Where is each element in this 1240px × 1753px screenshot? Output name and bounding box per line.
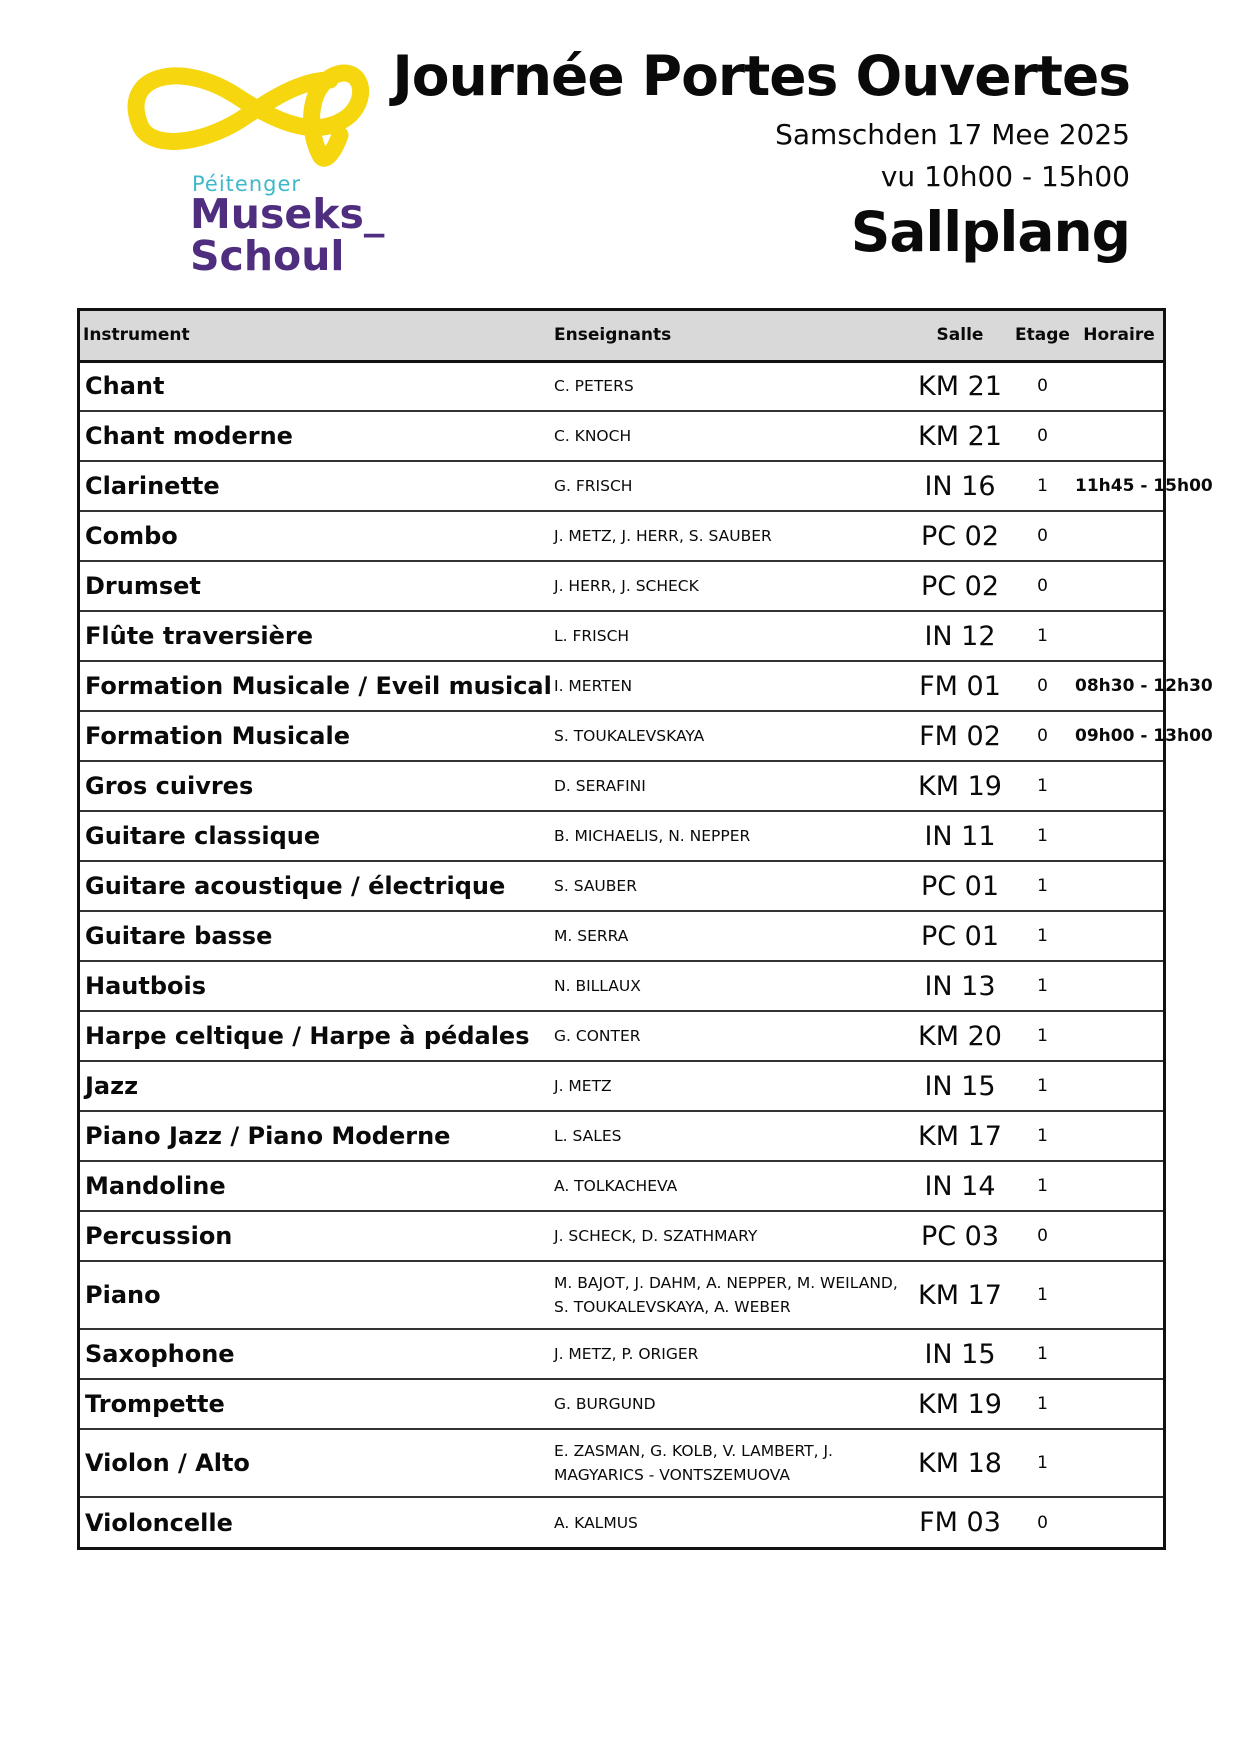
instrument-cell: Jazz	[85, 1072, 139, 1100]
enseignants-cell: J. METZ, P. ORIGER	[554, 1345, 699, 1363]
page-title: Journée Portes Ouvertes	[392, 44, 1130, 108]
infinity-logo-icon	[120, 55, 380, 170]
etage-cell: 0	[1037, 1226, 1048, 1246]
etage-cell: 0	[1037, 576, 1048, 596]
table-row	[80, 611, 1163, 661]
event-time: vu 10h00 - 15h00	[880, 160, 1130, 193]
table-row	[80, 1497, 1163, 1547]
instrument-cell: Saxophone	[85, 1340, 235, 1368]
table-row	[80, 1211, 1163, 1261]
table-row	[80, 1261, 1163, 1329]
horaire-cell: 08h30 - 12h30	[1075, 676, 1213, 696]
instrument-cell: Trompette	[85, 1390, 225, 1418]
table-row	[80, 661, 1163, 711]
table-header-row	[80, 311, 1163, 361]
salle-cell: PC 01	[920, 870, 1000, 902]
enseignants-cell: G. CONTER	[554, 1027, 641, 1045]
salle-cell: IN 12	[924, 620, 996, 652]
instrument-cell: Combo	[85, 522, 178, 550]
instrument-cell: Flûte traversière	[85, 622, 313, 650]
enseignants-cell: A. KALMUS	[554, 1513, 638, 1532]
horaire-cell	[1075, 511, 1163, 561]
etage-cell: 1	[1037, 876, 1048, 896]
school-logo	[120, 55, 420, 285]
enseignants-cell: A. TOLKACHEVA	[554, 1177, 678, 1195]
enseignants-cell: S. TOUKALEVSKAYA	[554, 727, 705, 745]
etage-cell: 1	[1037, 1394, 1048, 1414]
enseignants-cell: G. BURGUND	[554, 1395, 656, 1413]
etage-cell: 0	[1037, 676, 1048, 696]
horaire-cell	[1075, 611, 1163, 661]
salle-cell: IN 15	[924, 1070, 996, 1102]
horaire-cell	[1075, 761, 1163, 811]
salle-cell: PC 01	[920, 920, 1000, 952]
etage-cell: 1	[1037, 976, 1048, 996]
table-row	[80, 761, 1163, 811]
horaire-cell	[1075, 361, 1163, 411]
table-row	[80, 1429, 1163, 1497]
enseignants-cell: C. KNOCH	[554, 427, 632, 445]
table-row	[80, 711, 1163, 761]
table-row	[80, 1061, 1163, 1111]
instrument-cell: Clarinette	[85, 472, 220, 500]
salle-cell: FM 02	[919, 720, 1001, 752]
salle-cell: PC 02	[920, 570, 1000, 602]
etage-cell: 1	[1037, 626, 1048, 646]
enseignants-cell: J. HERR, J. SCHECK	[554, 577, 699, 595]
enseignants-cell: M. SERRA	[554, 927, 629, 945]
instrument-cell: Mandoline	[85, 1172, 226, 1200]
etage-cell: 1	[1037, 1453, 1048, 1473]
horaire-cell	[1075, 861, 1163, 911]
horaire-cell	[1075, 1111, 1163, 1161]
instrument-cell: Guitare classique	[85, 822, 321, 850]
enseignants-cell: I. MERTEN	[554, 677, 633, 695]
column-header-instrument: Instrument	[80, 311, 540, 361]
table-row	[80, 1379, 1163, 1429]
salle-cell: KM 17	[918, 1279, 1002, 1311]
etage-cell: 1	[1037, 826, 1048, 846]
etage-cell: 1	[1037, 1026, 1048, 1046]
salle-cell: IN 14	[924, 1170, 996, 1202]
horaire-cell: 09h00 - 13h00	[1075, 726, 1213, 746]
salle-cell: FM 01	[919, 670, 1001, 702]
table-row	[80, 811, 1163, 861]
enseignants-cell: J. METZ	[554, 1077, 612, 1095]
etage-cell: 1	[1037, 926, 1048, 946]
salle-cell: IN 13	[924, 970, 996, 1002]
instrument-cell: Formation Musicale / Eveil musical	[85, 672, 552, 700]
salle-cell: KM 18	[918, 1447, 1002, 1479]
etage-cell: 0	[1037, 426, 1048, 446]
horaire-cell	[1075, 811, 1163, 861]
table-row	[80, 1011, 1163, 1061]
salle-cell: KM 21	[918, 370, 1002, 402]
instrument-cell: Chant	[85, 372, 165, 401]
etage-cell: 0	[1037, 526, 1048, 546]
table-row	[80, 961, 1163, 1011]
enseignants-cell: J. METZ, J. HERR, S. SAUBER	[554, 527, 772, 545]
etage-cell: 1	[1037, 1176, 1048, 1196]
table-row	[80, 361, 1163, 411]
horaire-cell	[1075, 911, 1163, 961]
table-row	[80, 561, 1163, 611]
table-row	[80, 1161, 1163, 1211]
etage-cell: 0	[1037, 376, 1048, 397]
instrument-cell: Piano Jazz / Piano Moderne	[85, 1122, 451, 1150]
salle-cell: IN 16	[924, 470, 996, 502]
etage-cell: 1	[1037, 776, 1048, 796]
instrument-cell: Guitare acoustique / électrique	[85, 872, 506, 900]
etage-cell: 0	[1037, 1512, 1048, 1533]
salle-cell: IN 15	[924, 1338, 996, 1370]
enseignants-cell: D. SERAFINI	[554, 777, 646, 795]
instrument-cell: Percussion	[85, 1222, 233, 1250]
instrument-cell: Violoncelle	[85, 1508, 233, 1537]
table-row	[80, 461, 1163, 511]
enseignants-cell: G. FRISCH	[554, 477, 633, 495]
column-header-etage: Etage	[1010, 311, 1075, 361]
instrument-cell: Gros cuivres	[85, 772, 254, 800]
enseignants-cell: B. MICHAELIS, N. NEPPER	[554, 827, 751, 845]
column-header-enseignants: Enseignants	[540, 311, 910, 361]
instrument-cell: Hautbois	[85, 972, 207, 1000]
enseignants-cell: J. SCHECK, D. SZATHMARY	[554, 1227, 758, 1245]
horaire-cell	[1075, 561, 1163, 611]
logo-subtitle: Péitenger	[192, 172, 302, 196]
table-row	[80, 861, 1163, 911]
etage-cell: 1	[1037, 1344, 1048, 1364]
salle-cell: KM 21	[918, 420, 1002, 452]
instrument-cell: Violon / Alto	[85, 1449, 250, 1477]
column-header-salle: Salle	[910, 311, 1010, 361]
table-row	[80, 1111, 1163, 1161]
logo-line-1: Museks_	[190, 190, 385, 238]
enseignants-cell: N. BILLAUX	[554, 977, 641, 995]
instrument-cell: Piano	[85, 1281, 161, 1309]
horaire-cell	[1075, 1429, 1163, 1497]
enseignants-cell: M. BAJOT, J. DAHM, A. NEPPER, M. WEILAND, S. TOUKALEVSKAYA, A. WEBER	[554, 1274, 898, 1316]
horaire-cell	[1075, 1161, 1163, 1211]
enseignants-cell: C. PETERS	[554, 377, 634, 396]
logo-wordmark	[190, 190, 385, 280]
horaire-cell	[1075, 961, 1163, 1011]
horaire-cell: 11h45 - 15h00	[1075, 476, 1213, 496]
logo-line-2: Schoul	[190, 232, 345, 280]
horaire-cell	[1075, 411, 1163, 461]
table-row	[80, 1329, 1163, 1379]
horaire-cell	[1075, 1211, 1163, 1261]
room-plan-table	[77, 308, 1213, 1550]
horaire-cell	[1075, 1261, 1163, 1329]
instrument-cell: Formation Musicale	[85, 722, 350, 750]
salle-cell: KM 19	[918, 770, 1002, 802]
salle-cell: KM 20	[918, 1020, 1002, 1052]
instrument-cell: Chant moderne	[85, 422, 293, 450]
salle-cell: FM 03	[919, 1507, 1001, 1538]
instrument-cell: Drumset	[85, 572, 201, 600]
etage-cell: 1	[1037, 1076, 1048, 1096]
horaire-cell	[1075, 1011, 1163, 1061]
table-body	[80, 361, 1213, 1547]
etage-cell: 1	[1037, 1126, 1048, 1146]
table-row	[80, 911, 1163, 961]
horaire-cell	[1075, 1379, 1163, 1429]
table-row	[80, 511, 1163, 561]
salle-cell: PC 02	[920, 520, 1000, 552]
enseignants-cell: L. SALES	[554, 1127, 622, 1145]
etage-cell: 1	[1037, 1285, 1048, 1305]
etage-cell: 1	[1037, 476, 1048, 496]
table-row	[80, 411, 1163, 461]
instrument-cell: Guitare basse	[85, 922, 273, 950]
salle-cell: IN 11	[924, 820, 996, 852]
horaire-cell	[1075, 1061, 1163, 1111]
enseignants-cell: L. FRISCH	[554, 627, 630, 645]
event-date: Samschden 17 Mee 2025	[775, 118, 1130, 151]
plan-title: Sallplang	[850, 200, 1130, 264]
etage-cell: 0	[1037, 726, 1048, 746]
enseignants-cell: S. SAUBER	[554, 877, 637, 895]
horaire-cell	[1075, 1329, 1163, 1379]
column-header-horaire: Horaire	[1075, 311, 1163, 361]
enseignants-cell: E. ZASMAN, G. KOLB, V. LAMBERT, J. MAGYARICS - VONTSZEMUOVA	[554, 1442, 833, 1484]
salle-cell: PC 03	[920, 1220, 1000, 1252]
salle-cell: KM 19	[918, 1388, 1002, 1420]
instrument-cell: Harpe celtique / Harpe à pédales	[85, 1022, 530, 1050]
salle-cell: KM 17	[918, 1120, 1002, 1152]
horaire-cell	[1075, 1497, 1163, 1547]
